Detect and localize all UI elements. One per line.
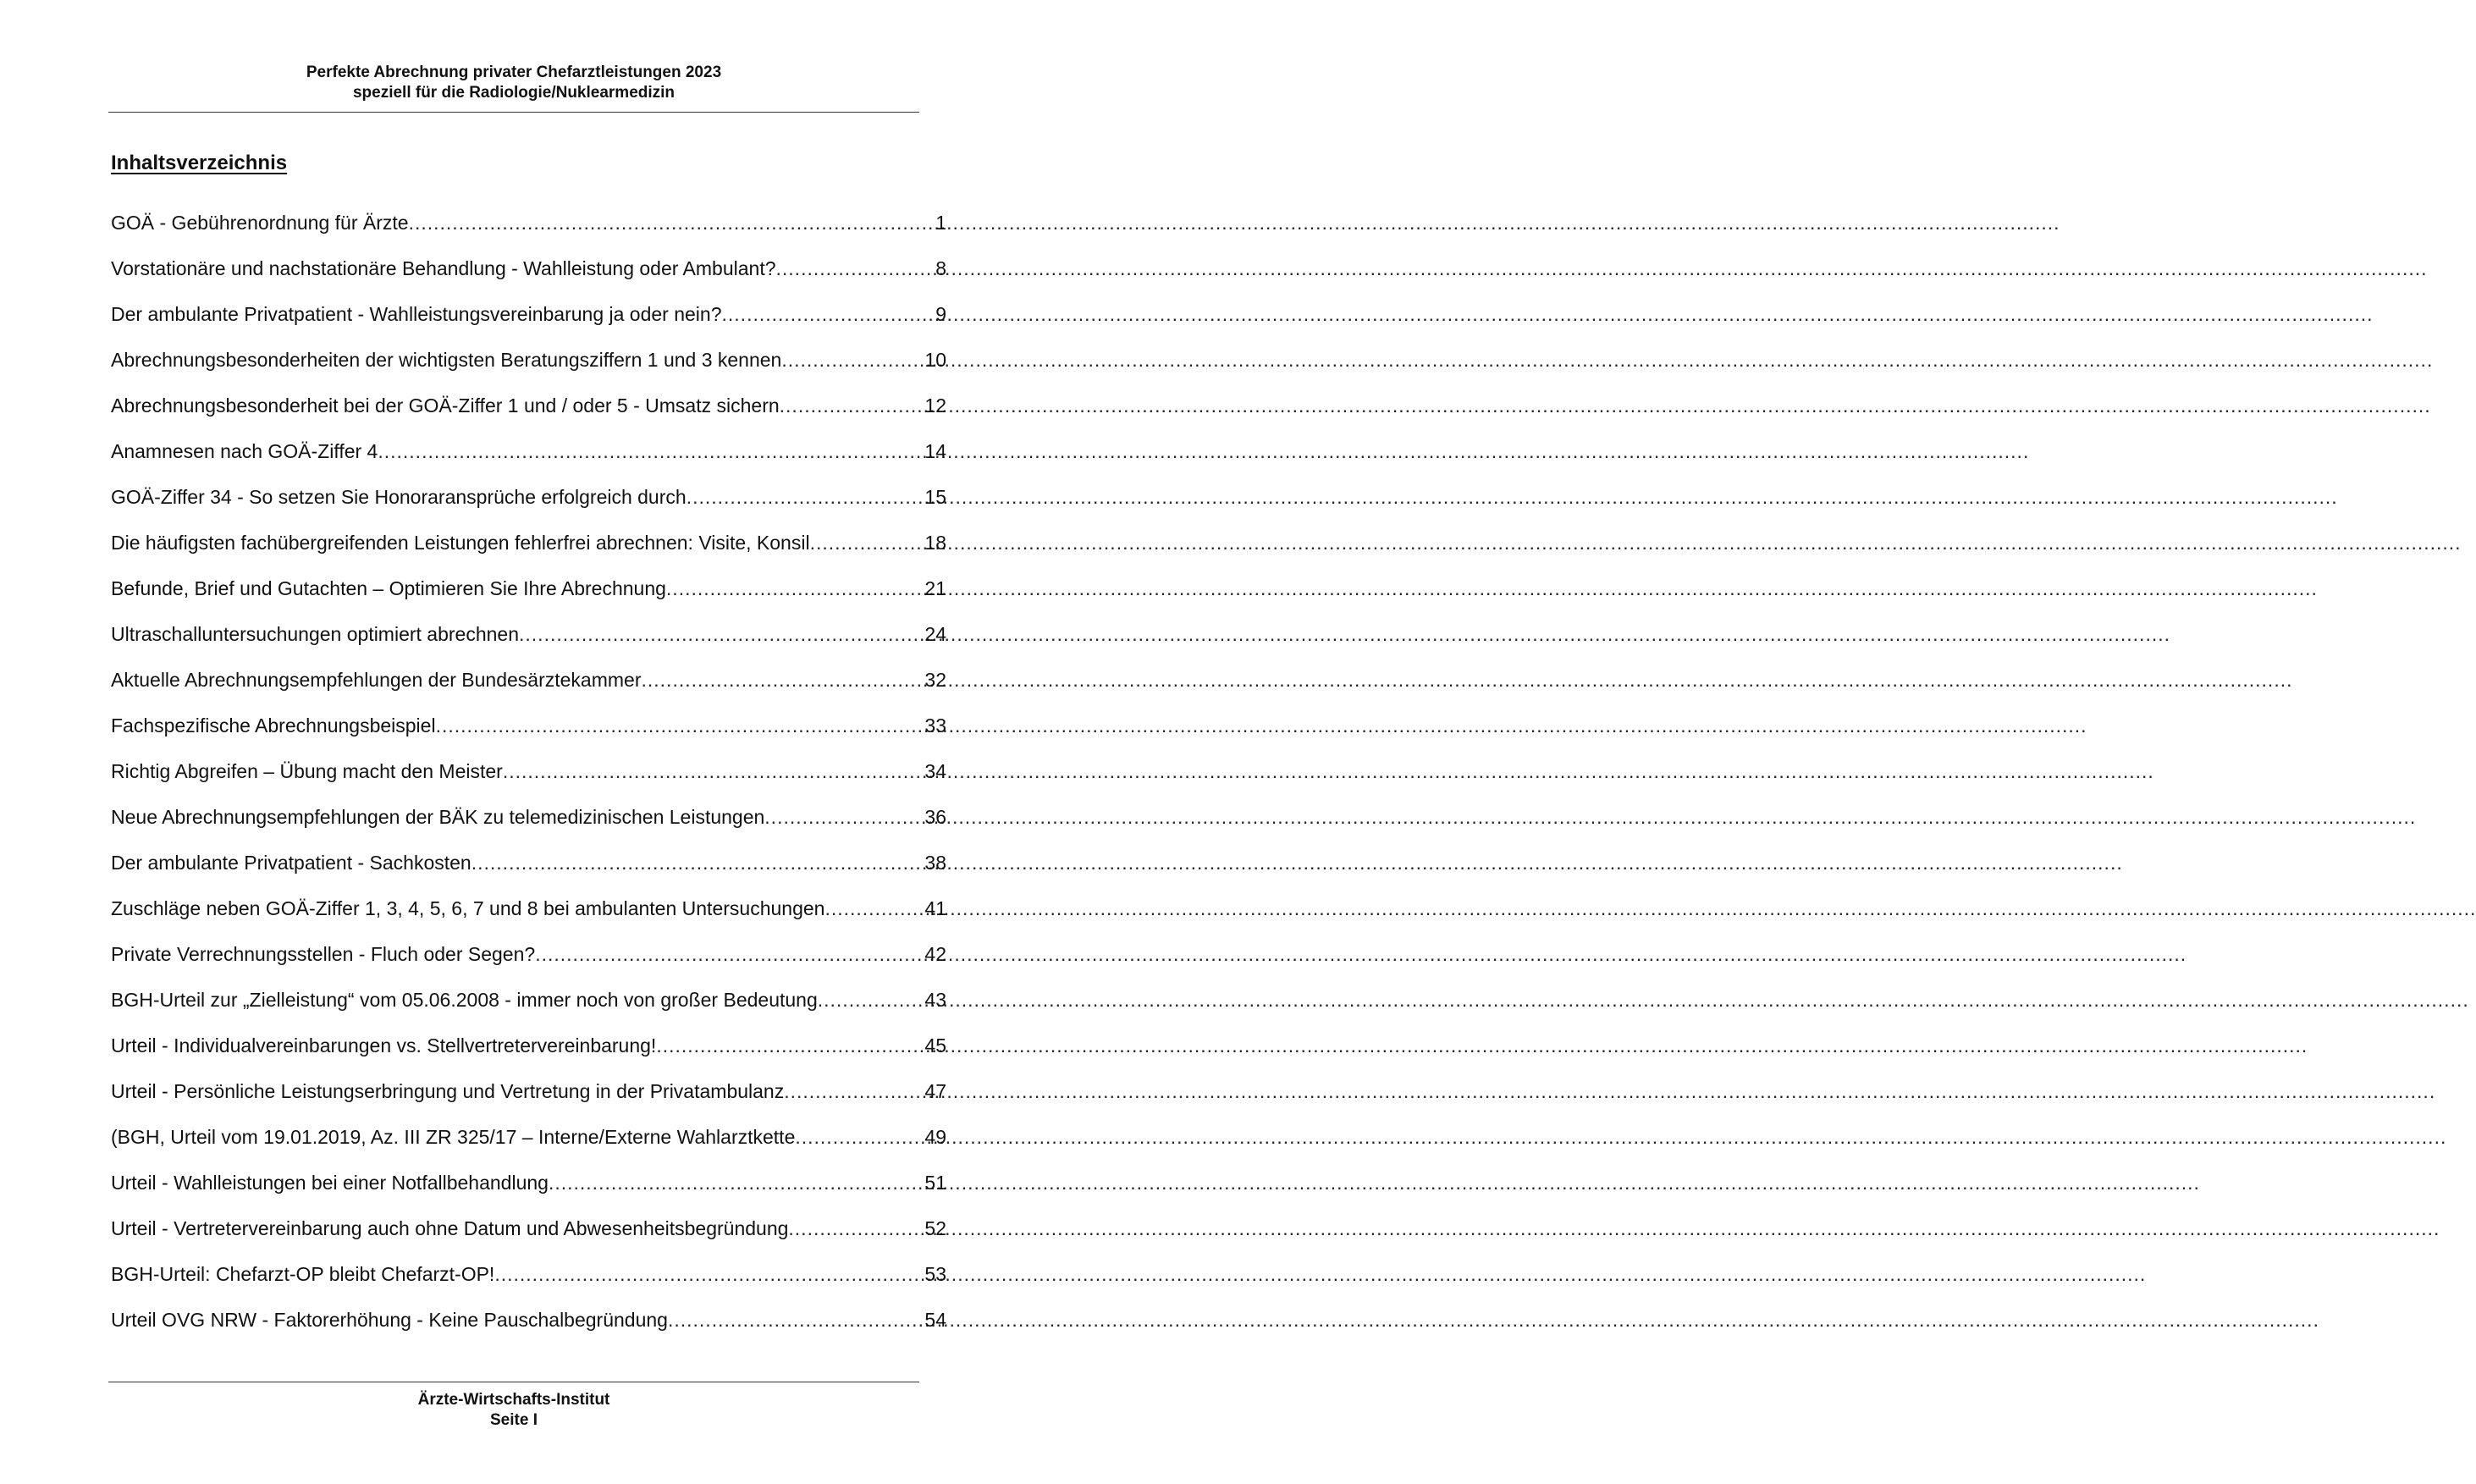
toc-dot-leader	[781, 347, 923, 372]
toc-entry-page: 10	[924, 349, 946, 371]
toc-entry[interactable]	[111, 896, 946, 941]
toc-entry-title: Befunde, Brief und Gutachten – Optimieren Sie Ihre Abrechnung	[111, 577, 666, 599]
toc-entry[interactable]	[111, 759, 946, 804]
toc-dot-leader	[666, 576, 923, 601]
toc-entry-title: Urteil - Vertretervereinbarung auch ohne Datum und Abwesenheitsbegründung	[111, 1217, 789, 1239]
toc-entry-title: Vorstationäre und nachstationäre Behandlung - Wahlleistung oder Ambulant?	[111, 257, 776, 279]
toc-entry-title: Ultraschalluntersuchungen optimiert abrechnen	[111, 623, 520, 645]
toc-dot-leader	[722, 301, 935, 327]
toc-entry-title: Anamnesen nach GOÄ-Ziffer 4	[111, 440, 378, 462]
toc-entry-title: Urteil - Persönliche Leistungserbringung und Vertretung in der Privatambulanz	[111, 1080, 785, 1102]
toc-entry-page: 9	[935, 303, 946, 325]
toc-dot-leader	[409, 210, 935, 235]
toc-entry-page: 41	[924, 897, 946, 919]
toc-entry[interactable]	[111, 1216, 946, 1261]
toc-dot-leader	[535, 941, 923, 967]
toc-entry-page: 14	[924, 440, 946, 462]
toc-entry-title: Abrechnungsbesonderheit bei der GOÄ-Ziffer 1 und / oder 5 - Umsatz sichern	[111, 394, 780, 417]
toc-entry-title: Zuschläge neben GOÄ-Ziffer 1, 3, 4, 5, 6, 7 und 8 bei ambulanten Untersuchungen	[111, 897, 825, 919]
toc-dot-leader	[784, 1079, 923, 1104]
toc-entry-title: BGH-Urteil zur „Zielleistung“ vom 05.06.2008 - immer noch von großer Bedeutung	[111, 989, 818, 1011]
header-subtitle: speziell für die Radiologie/Nuklearmedizin	[352, 84, 676, 102]
toc-dot-leader	[436, 713, 924, 738]
toc-entry-title: GOÄ-Ziffer 34 - So setzen Sie Honoraransprüche erfolgreich durch	[111, 486, 687, 508]
toc-entry[interactable]	[111, 210, 946, 256]
toc-dot-leader	[642, 667, 924, 692]
toc-entry-page: 51	[924, 1172, 946, 1194]
page-footer	[108, 1390, 919, 1431]
toc-entry-page: 32	[924, 669, 946, 691]
toc-entry-title: Private Verrechnungsstellen - Fluch oder Segen?	[111, 943, 536, 965]
toc-entry[interactable]	[111, 256, 946, 301]
toc-entry-title: Urteil - Individualvereinbarungen vs. Stellvertretervereinbarung!	[111, 1034, 657, 1056]
toc-entry-title: (BGH, Urteil vom 19.01.2019, Az. III ZR 325/17 – Interne/Externe Wahlarztkette	[111, 1126, 796, 1148]
toc-entry-page: 33	[924, 714, 946, 736]
toc-entry[interactable]	[111, 530, 946, 576]
toc-dot-leader	[687, 484, 924, 510]
toc-entry[interactable]	[111, 1033, 946, 1079]
toc-entry-page: 38	[924, 852, 946, 874]
toc-entry-page: 21	[924, 577, 946, 599]
toc-entry-title: Aktuelle Abrechnungsempfehlungen der Bundesärztekammer	[111, 669, 642, 691]
page-header	[108, 63, 919, 103]
toc-entry[interactable]	[111, 1124, 946, 1170]
toc-entry-title: Urteil OVG NRW - Faktorerhöhung - Keine Pauschalbegründung	[111, 1309, 668, 1331]
toc-entry-page: 34	[924, 760, 946, 782]
toc-entry-page: 53	[924, 1263, 946, 1285]
toc-entry[interactable]	[111, 1307, 946, 1353]
toc-entry-title: BGH-Urteil: Chefarzt-OP bleibt Chefarzt-OP!	[111, 1263, 495, 1285]
footer-publisher: Ärzte-Wirtschafts-Institut	[417, 1391, 610, 1409]
toc-entry[interactable]	[111, 301, 946, 347]
toc-entry-page: 52	[924, 1217, 946, 1239]
toc-entry-page: 49	[924, 1126, 946, 1148]
toc-dot-leader	[818, 987, 924, 1012]
toc-entry-title: Richtig Abgreifen – Übung macht den Meister	[111, 760, 503, 782]
toc-dot-leader	[668, 1307, 923, 1332]
toc-entry-page: 47	[924, 1080, 946, 1102]
toc-entry[interactable]	[111, 439, 946, 484]
toc-dot-leader	[780, 393, 924, 418]
toc-entry-page: 43	[924, 989, 946, 1011]
toc-entry[interactable]	[111, 850, 946, 896]
toc-dot-leader	[824, 896, 923, 921]
toc-dot-leader	[656, 1033, 923, 1058]
toc-entry[interactable]	[111, 1170, 946, 1216]
toc-dot-leader	[494, 1261, 923, 1287]
toc-entry[interactable]	[111, 941, 946, 987]
toc-entry[interactable]	[111, 484, 946, 530]
toc-entry[interactable]	[111, 393, 946, 439]
toc-entry-page: 42	[924, 943, 946, 965]
toc-dot-leader	[764, 804, 923, 830]
toc-entry-title: Fachspezifische Abrechnungsbeispiel	[111, 714, 436, 736]
toc-entry[interactable]	[111, 987, 946, 1033]
toc-entry-page: 8	[935, 257, 946, 279]
toc-dot-leader	[471, 850, 924, 875]
toc-entry-title: Der ambulante Privatpatient - Wahlleistungsvereinbarung ja oder nein?	[111, 303, 722, 325]
toc-entry-title: Abrechnungsbesonderheiten der wichtigsten Beratungsziffern 1 und 3 kennen	[111, 349, 782, 371]
header-divider	[108, 112, 919, 113]
toc-entry[interactable]	[111, 667, 946, 713]
toc-dot-leader	[776, 256, 935, 281]
toc-entry-title: GOÄ - Gebührenordnung für Ärzte	[111, 212, 409, 234]
toc-dot-leader	[549, 1170, 923, 1195]
toc-list	[111, 210, 946, 1353]
toc-entry[interactable]	[111, 804, 946, 850]
footer-page-number: Seite I	[490, 1411, 538, 1429]
toc-entry-page: 54	[924, 1309, 946, 1331]
header-title: Perfekte Abrechnung privater Chefarztleistungen 2023	[306, 63, 722, 81]
toc-entry-page: 15	[924, 486, 946, 508]
toc-entry-page: 36	[924, 806, 946, 828]
toc-dot-leader	[378, 439, 923, 464]
toc-entry-title: Die häufigsten fachübergreifenden Leistungen fehlerfrei abrechnen: Visite, Konsil	[111, 532, 810, 554]
toc-entry-page: 24	[924, 623, 946, 645]
toc-dot-leader	[503, 759, 924, 784]
toc-entry-title: Der ambulante Privatpatient - Sachkosten	[111, 852, 471, 874]
toc-entry-title: Urteil - Wahlleistungen bei einer Notfallbehandlung	[111, 1172, 549, 1194]
toc-dot-leader	[795, 1124, 923, 1150]
toc-entry[interactable]	[111, 621, 946, 667]
toc-entry-title: Neue Abrechnungsempfehlungen der BÄK zu telemedizinischen Leistungen	[111, 806, 765, 828]
toc-entry-page: 1	[935, 212, 946, 234]
toc-dot-leader	[788, 1216, 923, 1241]
toc-dot-leader	[810, 530, 924, 555]
toc-entry[interactable]	[111, 576, 946, 621]
toc-entry-page: 12	[924, 394, 946, 417]
toc-entry[interactable]	[111, 1079, 946, 1124]
toc-entry[interactable]	[111, 713, 946, 759]
toc-dot-leader	[519, 621, 923, 647]
toc-entry[interactable]	[111, 1261, 946, 1307]
toc-entry[interactable]	[111, 347, 946, 393]
toc-entry-page: 45	[924, 1034, 946, 1056]
toc-entry-page: 18	[924, 532, 946, 554]
toc-heading: Inhaltsverzeichnis	[111, 152, 288, 174]
